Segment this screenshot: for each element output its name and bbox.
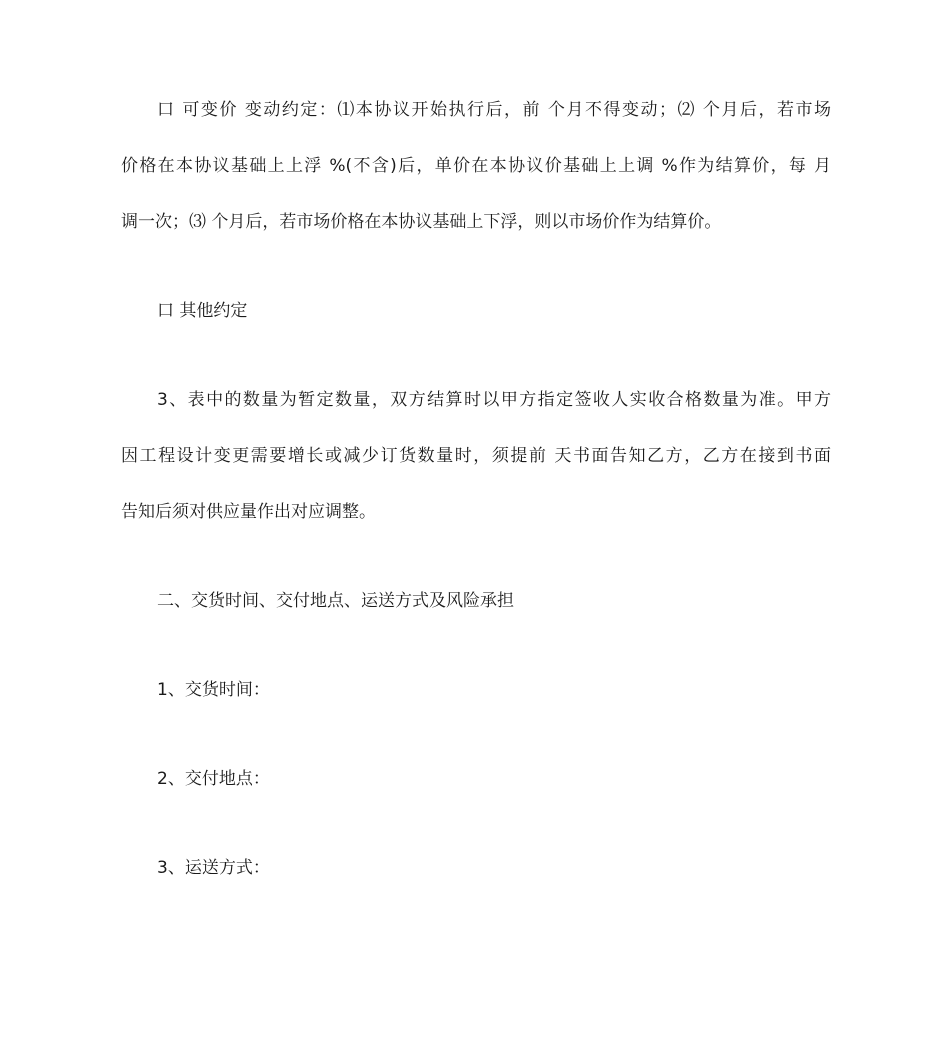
variable-price-line-1: 口 可变价 变动约定：⑴本协议开始执行后，前 个月不得变动；⑵ 个月后，若市场 <box>157 100 831 120</box>
delivery-time-item: 1、交货时间： <box>157 680 270 700</box>
quantity-line-1: 3、表中的数量为暂定数量，双方结算时以甲方指定签收人实收合格数量为准。甲方 <box>157 390 831 410</box>
delivery-place-item: 2、交付地点： <box>157 769 270 789</box>
section-two-heading: 二、交货时间、交付地点、运送方式及风险承担 <box>157 591 514 611</box>
quantity-line-2: 因工程设计变更需要增长或减少订货数量时，须提前 天书面告知乙方，乙方在接到书面 <box>121 446 831 466</box>
variable-price-line-2: 价格在本协议基础上上浮 %(不含)后，单价在本协议价基础上上调 %作为结算价，每 月 <box>121 156 831 176</box>
quantity-line-3: 告知后须对供应量作出对应调整。 <box>121 502 376 522</box>
transport-method-item: 3、运送方式： <box>157 858 270 878</box>
other-agreement-line: 口 其他约定 <box>157 301 248 321</box>
variable-price-line-3: 调一次；⑶ 个月后，若市场价格在本协议基础上下浮，则以市场价作为结算价。 <box>121 212 722 232</box>
